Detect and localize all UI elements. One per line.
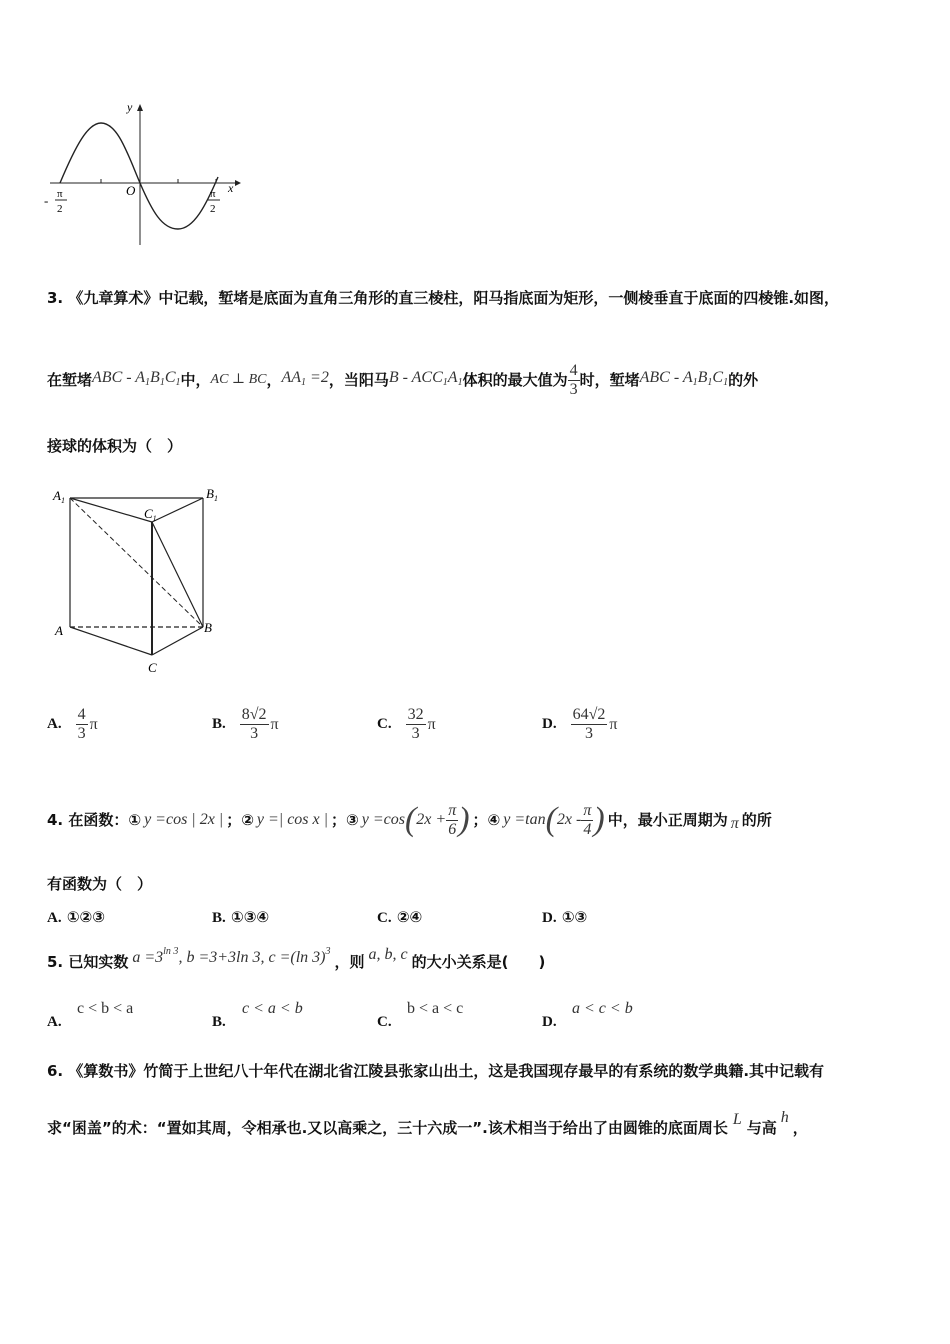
option-label: B. [212,910,226,926]
edge-b-c [152,627,203,655]
q4-text: ；③ [331,811,359,829]
q4-line2: 有函数为（ ） [47,875,153,893]
q6-var-h: h [780,1109,789,1126]
origin-label: O [126,183,136,198]
option-label: C. [377,910,392,926]
right-tick-num: π [210,188,216,200]
q4-line1 [47,790,772,850]
q5-expression: $a =3^{ln 3}$, b =3+3ln 3, c =(ln 3)$^3$ [132,946,331,966]
option-pi: π [427,715,436,733]
option-text: ①②③ [66,908,105,926]
option-text: ①③④ [231,908,270,926]
q5-option-c[interactable] [377,1000,527,1034]
label-a: A [55,623,63,638]
option-fraction: $\frac{8√2}{3}$ [241,706,267,742]
option-text: ②④ [396,908,423,926]
edge-a-c [70,627,152,655]
q5-option-b[interactable] [212,1000,362,1034]
q4-text: 中，最小正周期为 [607,811,728,829]
q4-text: ；② [226,811,254,829]
option-text: a < c < b [572,1000,633,1017]
option-label: A. [47,910,62,926]
option-pi: π [609,715,618,733]
q3-line1: 3. 《九章算术》中记载，堑堵是底面为直角三角形的直三棱柱，阳马指底面为矩形，一侧棱垂直于底面的四棱锥.如图， [47,289,840,307]
option-label: D. [542,716,557,732]
option-fraction: $\frac{4}{3}$ [77,706,86,742]
y-axis-label: y [127,100,133,114]
q3-text: ，当阳马 [328,371,389,389]
option-pi: π [89,715,98,733]
q3-text: 的外 [728,371,759,389]
q4-func-1: y =cos | 2x | [144,811,224,828]
option-label: A. [47,716,62,732]
option-pi: π [270,715,279,733]
left-tick-sign: - [44,193,49,208]
q3-option-a[interactable] [47,706,98,743]
q6-text: ， [792,1119,808,1137]
right-tick-den: 2 [210,203,216,215]
option-text: c < b < a [77,1000,134,1017]
option-label: A. [47,1014,62,1030]
q4-option-a[interactable] [47,907,105,928]
q3-text: 体积的最大值为 [462,371,568,389]
q3-perp-condition: AC ⊥ BC [210,372,267,387]
x-axis-arrow [235,180,241,186]
q6-text: 求“囷盖”的术：“置如其周，令相承也.又以高乘之，三十六成一”.该术相当于给出了由圆锥的底面周长 [47,1119,728,1137]
option-label: C. [377,716,392,732]
q3-line3: 接球的体积为（ ） [47,437,183,455]
q6-text: 与高 [746,1119,777,1137]
q5-text: 的大小关系是( ) [411,953,546,971]
label-b1: $B_1$ [206,486,218,503]
q6-line1: 6. 《算数书》竹简于上世纪八十年代在湖北省江陵县张家山出土，这是我国现存最早的有系统的数学典籍.其中记载有 [47,1062,825,1080]
option-text: ①③ [561,908,588,926]
q4-func-3: y =cos ( 2x + $\frac{\pi}{6}$ ) [361,801,470,838]
left-tick-den: 2 [57,203,63,215]
q5-option-a[interactable] [47,1000,197,1034]
q4-text: 的所 [741,811,772,829]
q3-aa1-condition: $AA_1 =2$ [281,368,329,388]
q3-text: 时，堑堵 [579,371,640,389]
q3-option-c[interactable] [377,706,436,743]
q6-var-l: L [732,1111,742,1128]
q3-text: 中， [180,371,211,389]
q3-option-b[interactable] [212,706,279,743]
q3-max-volume-fraction: $\frac{4}{3}$ [569,361,578,398]
option-label: B. [212,716,226,732]
q4-option-b[interactable] [212,907,269,928]
x-axis-label: x [228,181,234,195]
label-b: B [204,620,212,635]
prism-figure [45,480,235,680]
option-fraction: $\frac{64√2}{3}$ [572,706,606,742]
option-label: D. [542,1014,557,1030]
q6-line2 [47,1108,808,1148]
option-text: c < a < b [242,1000,303,1017]
y-axis-arrow [137,104,143,111]
sine-curve [60,123,218,229]
option-label: B. [212,1014,226,1030]
q4-option-c[interactable] [377,907,422,928]
q3-text: 在堑堵 [47,371,93,389]
q5-line1 [47,942,545,982]
q3-prism-name-2: ABC - $A_1B_1C_1$ [639,368,729,388]
q3-prism-name: ABC - $A_1B_1C_1$ [92,368,181,388]
q5-option-d[interactable] [542,1000,692,1034]
q4-func-2: y =| cos x | [256,811,329,828]
q4-text: 4. 在函数：① [47,811,142,829]
sine-graph [40,95,250,255]
q3-pyramid-name: B - $ACC_1A_1$ [388,368,463,388]
option-fraction: $\frac{32}{3}$ [407,706,424,742]
q4-func-4: y =tan ( 2x - $\frac{\pi}{4}$ ) [503,801,605,838]
q5-vars: a, b, c [368,946,408,963]
q5-text: ，则 [334,953,365,971]
label-c: C [148,660,157,675]
option-label: C. [377,1014,392,1030]
label-c1: $C_1$ [144,506,157,523]
q4-text: ；④ [472,811,501,829]
diag-c1-b [152,522,203,627]
q3-option-d[interactable] [542,706,617,743]
edge-b1-c1 [152,498,203,522]
q3-line2 [47,350,758,410]
option-text: b < a < c [407,1000,464,1017]
label-a1: $A_1$ [53,488,65,505]
q5-text: 5. 已知实数 [47,953,129,971]
option-label: D. [542,910,557,926]
q3-text: ， [266,371,282,389]
left-tick-num: π [57,188,63,200]
q4-option-d[interactable] [542,907,587,928]
q4-pi: π [730,815,739,832]
